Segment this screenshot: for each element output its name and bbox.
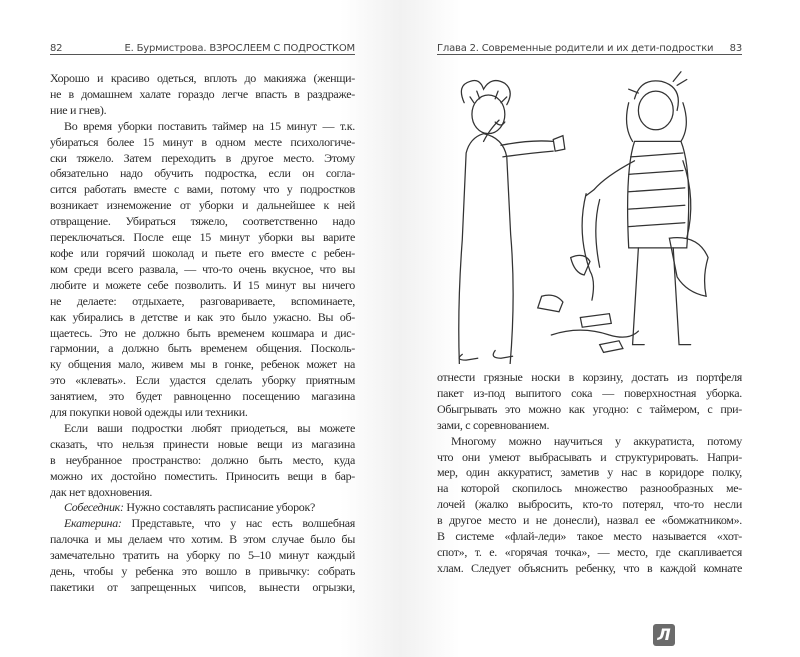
text-line-content: Представьте, что у нас есть волшебная (131, 516, 356, 531)
text-line: гармонии, а должно быть временем общения. Посколь- (50, 341, 355, 356)
text-line: возникает изнеможение от уборки и дальнейшее к ней (50, 198, 355, 213)
text-line: не делаете: отдыхаете, разговариваете, вспоминаете, (50, 293, 355, 308)
text-line: обязательно надо обучить подростка, если он согла- (50, 166, 355, 181)
text-line (50, 516, 355, 532)
page-number: 82 (50, 43, 63, 54)
text-line: убираться более 15 минут в одном месте психологиче- (50, 134, 355, 149)
text-line: ку общения мало, живем мы в гонке, ребенок может на (50, 357, 355, 372)
text-line (50, 500, 355, 516)
text-line: дак нет вдохновения. (50, 484, 153, 499)
text-line: отнести грязные носки в корзину, достать из портфеля (437, 370, 742, 384)
text-line: пакетики от запрещенных чипсов, вынести огрызки, (50, 580, 355, 594)
text-line: в другое место и не донесли), назвал ее «бомжатником». (437, 513, 742, 528)
running-head: Е. Бурмистрова. ВЗРОСЛЕЕМ С ПОДРОСТКОМ (124, 43, 355, 54)
text-line: спот», т. е. «горячая точка», — место, где скапливается (437, 544, 742, 559)
text-line: для покупки новой одежды или техники. (50, 405, 248, 420)
text-line-content: Нужно составлять расписание уборок? (126, 500, 316, 515)
text-line: как убирались в детстве и как это было ужасно. Вы об- (50, 309, 355, 324)
text-line: занятием, это будет равноценно посещению магазина (50, 389, 355, 404)
body-text (50, 71, 355, 596)
text-line: Многому можно научиться у аккуратиста, потому (451, 433, 742, 448)
text-line: можно их достойно поместить. Приносить вещи в бар- (50, 468, 355, 483)
text-line: сказать, что нельзя принести новые вещи из магазина (50, 436, 355, 451)
text-line: зами, с соревнованием. (437, 417, 550, 432)
text-line: мер, один аккуратист, заметив у нас в коридоре полку, (437, 465, 742, 480)
text-line: кофе или горячий шоколад и пьете его вместе с ребен- (50, 245, 355, 260)
text-line: что они умеют выбрасывать и структурировать. Напри- (437, 449, 742, 464)
text-line: ком среди всего развала, — что-то очень вкусное, что вы (50, 261, 355, 276)
mother-figure (459, 80, 565, 364)
text-line: любите и можете себе позволить. И 15 минут вы ничего (50, 277, 355, 292)
text-line: замечательно тратить на уборку по 5–10 минут каждый (50, 548, 355, 563)
teenager-figure (586, 72, 708, 345)
running-header-left (50, 38, 355, 55)
speaker-label: Собеседник: (64, 500, 124, 515)
text-line: щаетесь. Это не должно быть временем кошмара и дис- (50, 325, 355, 340)
text-line: Во время уборки поставить таймер на 15 минут — т.к. (64, 118, 355, 133)
text-line: переключаться. После еще 15 минут уборки вы варите (50, 230, 355, 245)
text-line: лочей (жалко выбросить, кто-то потерял, что-то несли (437, 497, 742, 512)
text-line: ски тяжело. Затем переходить в другое место. Этому (50, 150, 355, 165)
scattered-clothes (538, 194, 639, 353)
text-line: не в домашнем халате гораздо легче впасть в раздраже- (50, 86, 355, 101)
page-number: 83 (729, 43, 742, 54)
text-line: день, чтобы у ребенка это вошло в привычку: собрать (50, 564, 355, 579)
publisher-logo: Л (653, 624, 675, 646)
running-header-right (437, 38, 742, 55)
right-page (400, 0, 800, 657)
illustration (440, 64, 740, 364)
text-line: сится работать вместе с вами, потому что у подростков (50, 182, 355, 197)
text-line: Если ваши подростки любят приодеться, вы можете (64, 420, 355, 435)
speaker-label: Екатерина: (64, 516, 122, 531)
text-line: это «клевать». Если удастся сделать уборку приятным (50, 373, 355, 388)
running-head: Глава 2. Современные родители и их дети-подростки (437, 43, 714, 54)
text-line: пакет из-под выпитого сока — поверхностная уборка. (437, 385, 742, 400)
text-line: отвращение. Убираться тяжело, соответственно надо (50, 214, 355, 229)
text-line: В системе «флай-леди» такое место называется «хот- (437, 529, 742, 544)
text-line: в неубранное пространство: должно быть место, куда (50, 452, 355, 467)
body-text (437, 370, 742, 577)
text-line: Хорошо и красиво одеться, вплоть до макияжа (женщи- (50, 71, 355, 85)
text-line: ние и гнев). (50, 102, 107, 117)
text-line: хлам. Следует объяснить ребенку, что в каждой комнате (437, 560, 742, 575)
text-line: Обыгрывать это можно как угодно: с таймером, с при- (437, 401, 742, 416)
text-line: на которой скопилось множество разнообразных ме- (437, 481, 742, 496)
text-line: палочка и мы делаем что хотим. В этом случае было бы (50, 532, 355, 547)
